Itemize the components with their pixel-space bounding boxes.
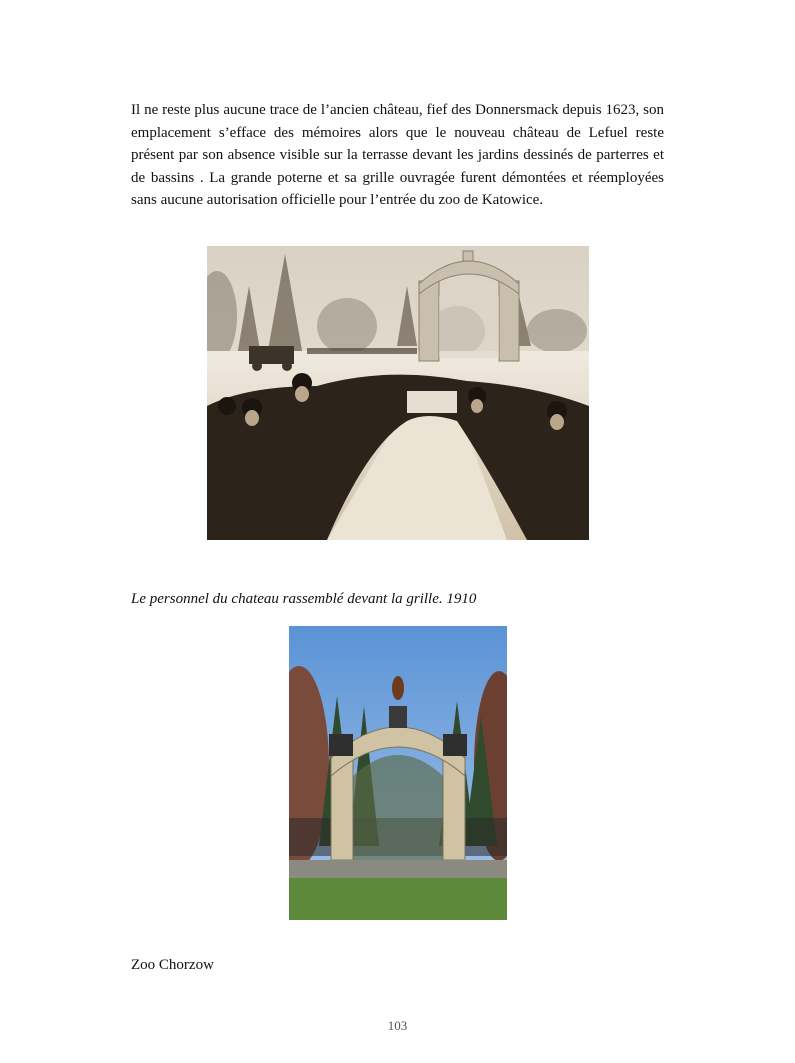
photo-zoo-gate: [289, 626, 507, 920]
figure-caption-2: Zoo Chorzow: [131, 957, 214, 973]
figure-caption-1: Le personnel du chateau rassemblé devant la grille. 1910: [131, 591, 477, 607]
body-paragraph: Il ne reste plus aucune trace de l’ancien château, fief des Donnersmack depuis 1623, son emplacement s’efface des mémoires alors que le nouveau château de Lefuel reste présent par son absence visible sur la terrasse devant les jardins dessinés de parterres et de bassins . La grande poterne et sa grille ouvragée furent démontées et réemployées sans aucune autorisation officielle pour l’entrée du zoo de Katowice.: [131, 102, 664, 209]
historic-photo-staff-before-gate: [207, 246, 589, 540]
page-number: 103: [387, 1018, 408, 1033]
